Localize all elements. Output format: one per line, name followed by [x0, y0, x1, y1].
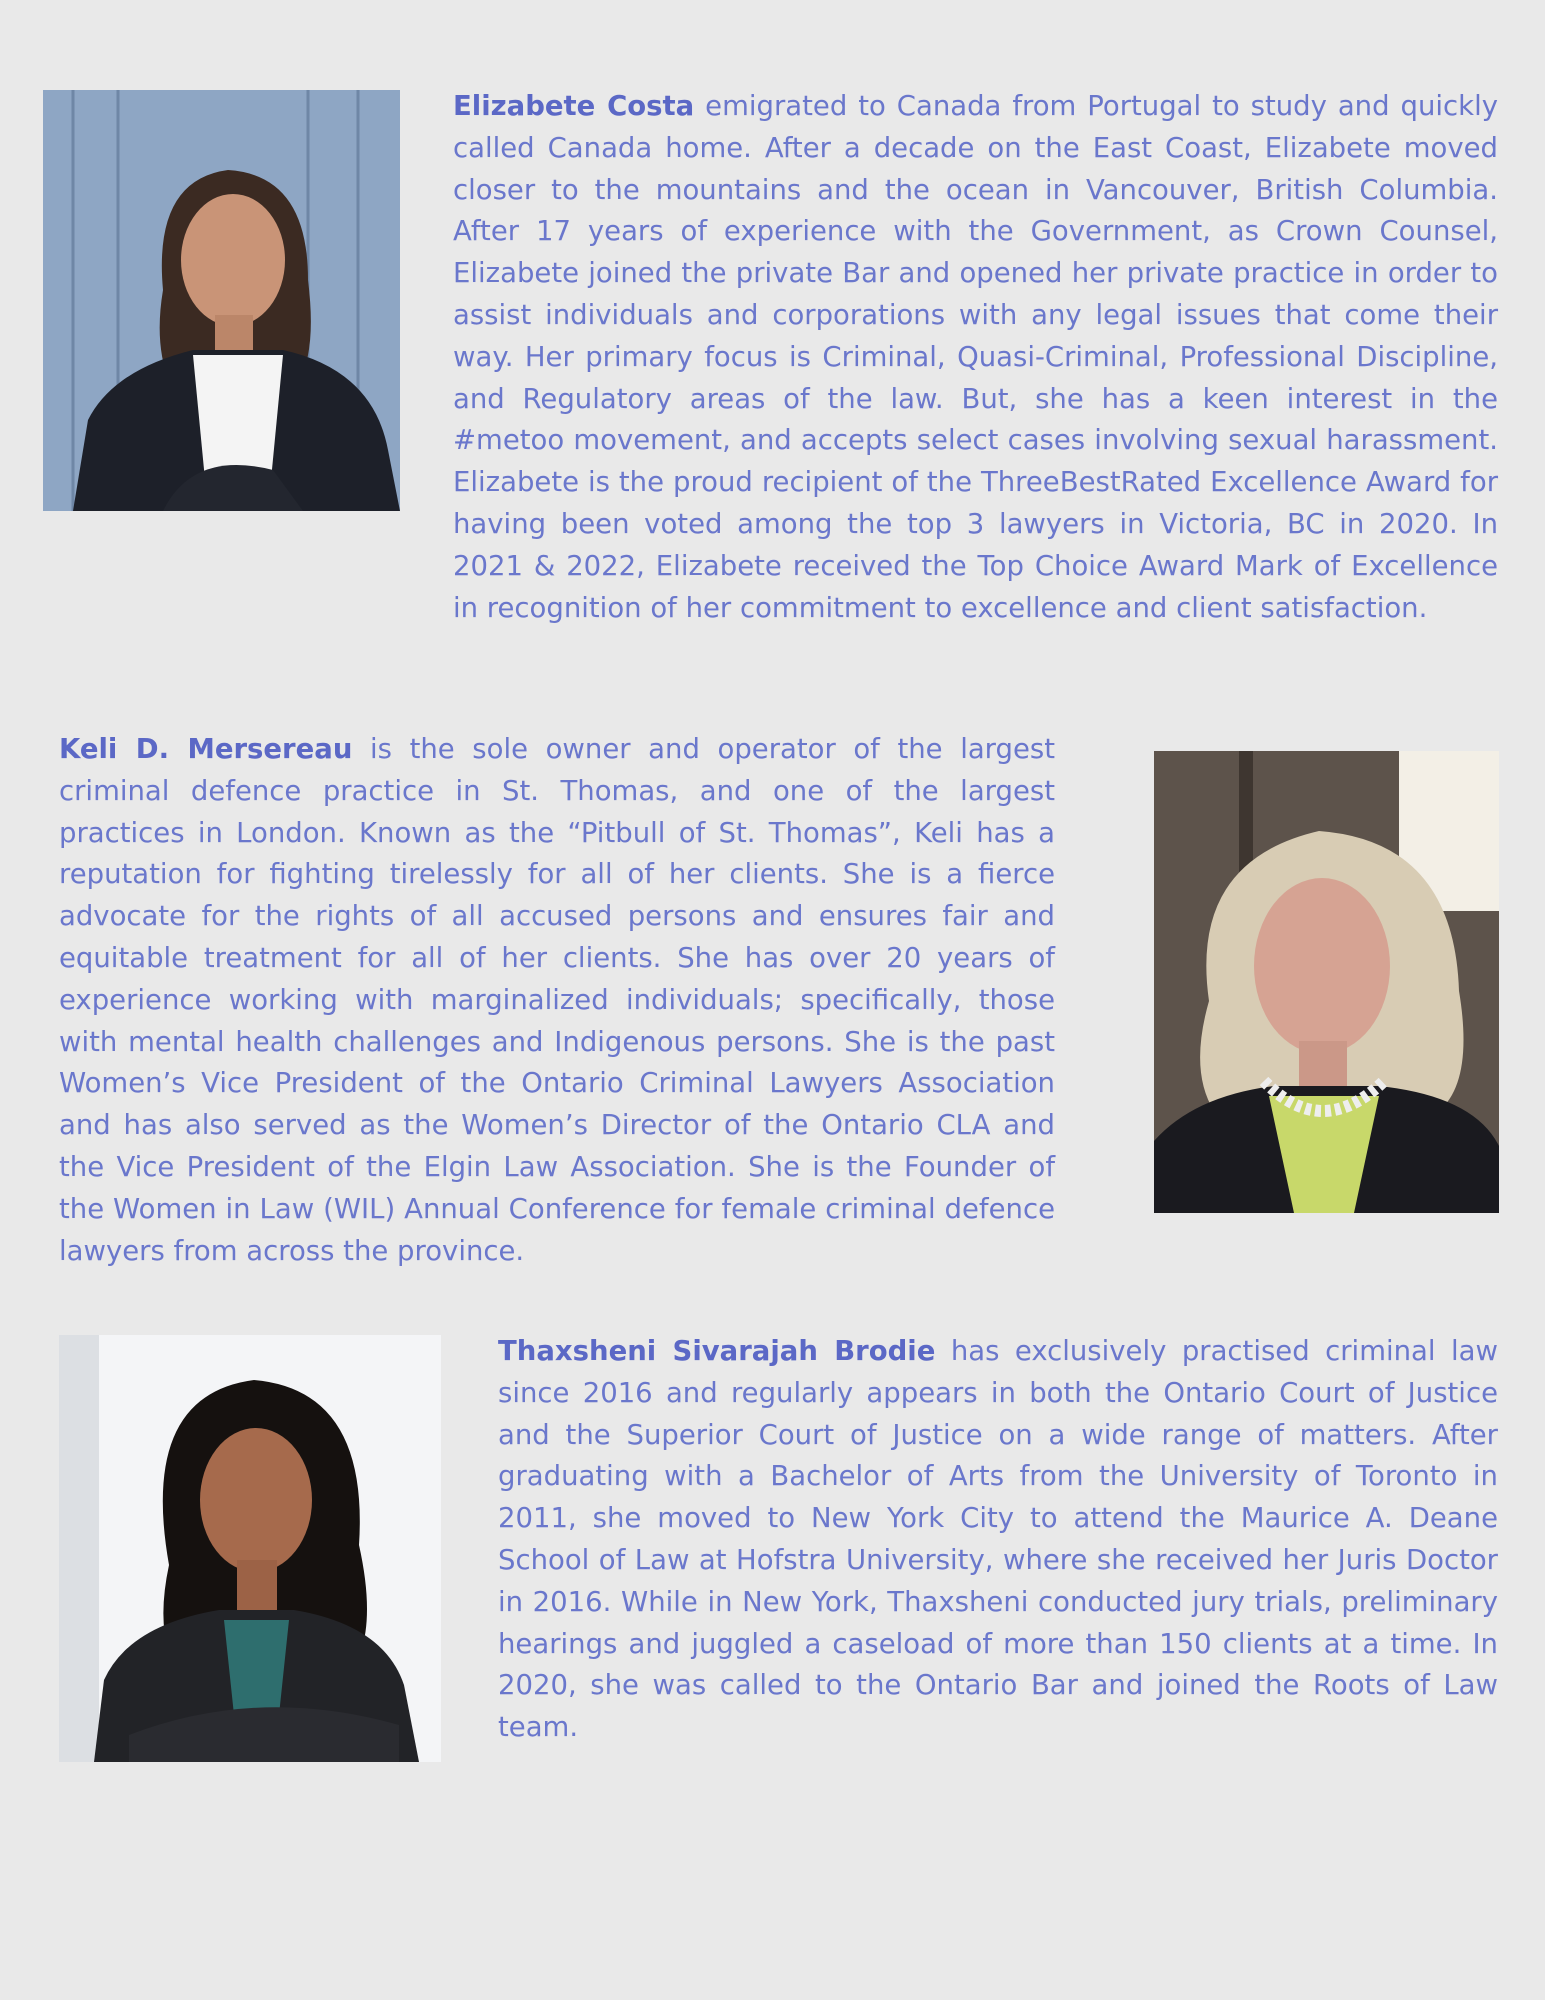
portrait-keli-mersereau — [1154, 751, 1499, 1213]
bio-text-keli-mersereau: is the sole owner and operator of the largest criminal defence practice in St. Thomas, and one of the largest practices in London. Known as the “Pitbull of St. Thomas”, Keli has a reputation for fighting tirelessly for all of her clients. She is a fierce advocate for the rights of all accused persons and ensures fair and equitable treatment for all of her clients. She has over 20 years of experience working with marginalized individuals; specifically, those with mental health challenges and Indigenous persons. She is the past Women’s Vice President of the Ontario Criminal Lawyers Association and has also served as the Women’s Director of the Ontario CLA and the Vice President of the Elgin Law Association. She is the Founder of the Women in Law (WIL) Annual Conference for female criminal defence lawyers from across the province. — [59, 733, 1055, 1267]
portrait-elizabete-costa — [43, 90, 400, 511]
bio-elizabete-costa — [453, 86, 1498, 629]
bio-name-thaxsheni-sivarajah-brodie: Thaxsheni Sivarajah Brodie — [498, 1335, 936, 1367]
bio-name-elizabete-costa: Elizabete Costa — [453, 90, 695, 122]
portrait-thaxsheni-sivarajah-brodie — [59, 1335, 441, 1762]
bio-thaxsheni-sivarajah-brodie — [498, 1331, 1498, 1749]
bio-text-thaxsheni-sivarajah-brodie: has exclusively practised criminal law since 2016 and regularly appears in both the Ontario Court of Justice and the Superior Court of Justice on a wide range of matters. After graduating with a Bachelor of Arts from the University of Toronto in 2011, she moved to New York City to attend the Maurice A. Deane School of Law at Hofstra University, where she received her Juris Doctor in 2016. While in New York, Thaxsheni conducted jury trials, preliminary hearings and juggled a caseload of more than 150 clients at a time. In 2020, she was called to the Ontario Bar and joined the Roots of Law team. — [498, 1335, 1498, 1744]
bio-name-keli-mersereau: Keli D. Mersereau — [59, 733, 353, 765]
bio-keli-mersereau — [59, 729, 1055, 1272]
bio-text-elizabete-costa: emigrated to Canada from Portugal to study and quickly called Canada home. After a decade on the East Coast, Elizabete moved closer to the mountains and the ocean in Vancouver, British Columbia. After 17 years of experience with the Government, as Crown Counsel, Elizabete joined the private Bar and opened her private practice in order to assist individuals and corporations with any legal issues that come their way. Her primary focus is Criminal, Quasi-Criminal, Professional Discipline, and Regulatory areas of the law. But, she has a keen interest in the #metoo movement, and accepts select cases involving sexual harassment. Elizabete is the proud recipient of the ThreeBestRated Excellence Award for having been voted among the top 3 lawyers in Victoria, BC in 2020. In 2021 & 2022, Elizabete received the Top Choice Award Mark of Excellence in recognition of her commitment to excellence and client satisfaction. — [453, 90, 1498, 624]
